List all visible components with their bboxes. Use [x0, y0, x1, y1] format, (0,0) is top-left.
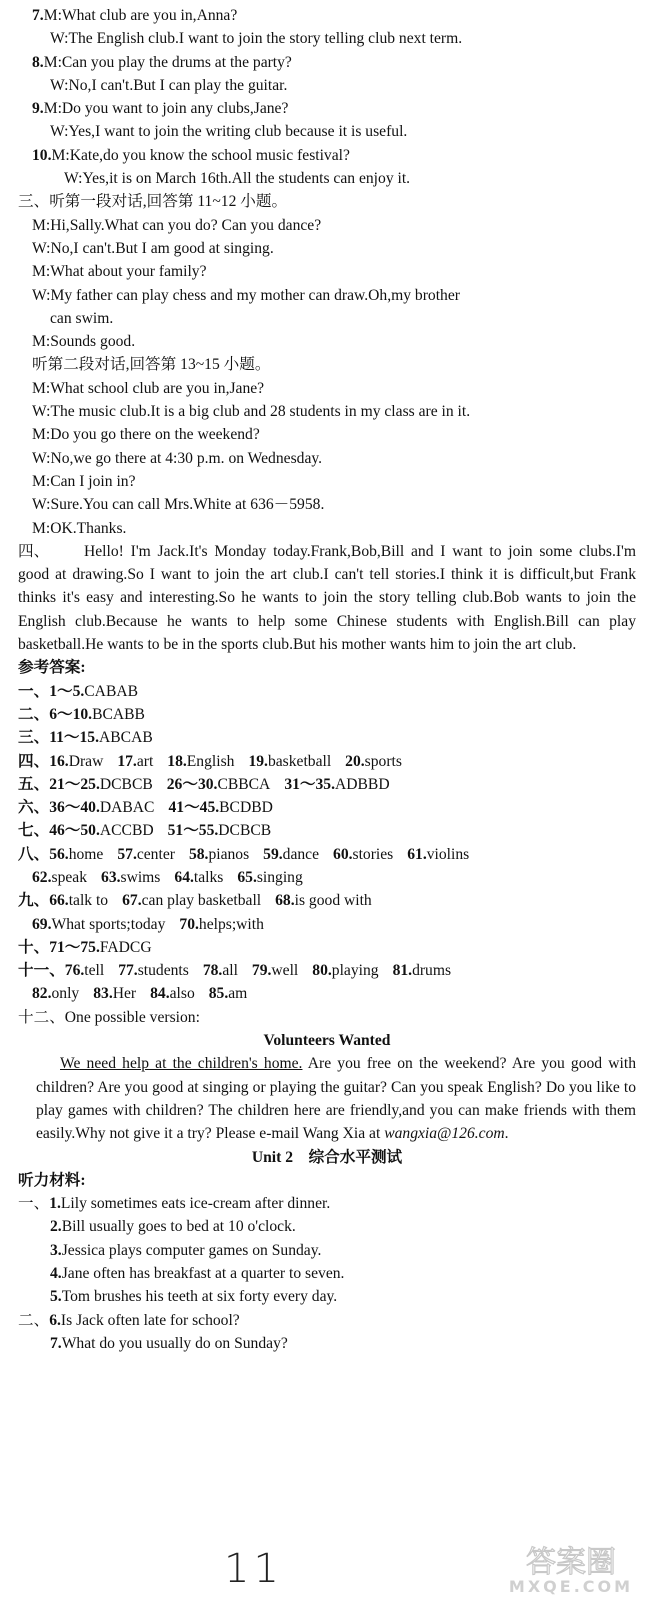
answer-number: 七、46～50.	[18, 822, 100, 840]
answer-value: FADCG	[99, 938, 152, 956]
answer-item	[18, 729, 153, 746]
answer-item	[284, 776, 389, 793]
answer-line	[18, 866, 636, 889]
dialog-line	[18, 74, 636, 97]
section-4-label: 四、	[18, 542, 50, 560]
section-12-label: 十二、One possible version:	[18, 1008, 200, 1026]
answer-item	[117, 753, 153, 770]
answer-item	[18, 846, 103, 863]
dialog-text: Yes,it is on March 16th.All the students can enjoy it.	[82, 170, 411, 188]
dialog-line: M:What about your family?	[32, 263, 207, 281]
listening-item	[18, 1192, 636, 1215]
essay-end: .	[504, 1125, 509, 1143]
dialog-text: Kate,do you know the school music festival?	[69, 146, 350, 164]
answer-item	[263, 846, 319, 863]
answer-value: stories	[352, 845, 394, 863]
section-3-label: 三、听第一段对话,回答第 11~12 小题。	[18, 193, 288, 211]
answer-number: 85.	[208, 985, 229, 1003]
dialog-line: W:No,we go there at 4:30 p.m. on Wednesday.	[32, 449, 323, 467]
answer-number: 81.	[392, 962, 413, 980]
dialog-line: M:Do you go there on the weekend?	[32, 426, 260, 444]
listening-prefix: 二、	[18, 1311, 50, 1329]
dialog-line: M:Sounds good.	[32, 333, 136, 351]
essay-text: Are you free on the weekend? Are you good with children? Are you good at singing or playing the guitar? Can you speak English? Do you like to play games with children? The children here are friendly,and you can make friends with them easily.Why not give it a try? Please e-mail Wang Xia at	[36, 1055, 636, 1143]
listening-item	[18, 1215, 636, 1238]
answer-number: 65.	[237, 868, 257, 886]
answer-number: 19.	[248, 752, 268, 770]
answer-line	[18, 819, 636, 842]
answer-number: 59.	[263, 845, 283, 863]
item-number: 7.	[32, 7, 44, 24]
answer-item	[18, 683, 138, 700]
answer-value: helps;with	[198, 915, 264, 933]
answer-number: 六、36～40.	[18, 799, 100, 817]
answer-number: 八、56.	[18, 845, 69, 863]
answer-number: 41～45.	[168, 799, 220, 817]
listening-text: Bill usually goes to bed at 10 o'clock.	[61, 1218, 296, 1236]
listening-number: 6.	[49, 1311, 61, 1329]
answer-value: sports	[364, 752, 402, 770]
answer-item	[167, 753, 234, 770]
answer-item	[174, 869, 223, 886]
listening-text: Lily sometimes eats ice-cream after dinner.	[60, 1195, 331, 1213]
answer-number: 五、21～25.	[18, 775, 100, 793]
answer-item	[345, 753, 402, 770]
answer-value: CABAB	[84, 682, 139, 700]
answer-number: 31～35.	[284, 775, 335, 793]
listening-number: 7.	[50, 1334, 62, 1352]
answer-item	[18, 753, 103, 770]
answer-number: 十、71～75.	[18, 938, 100, 956]
section-3-label-2: 听第二段对话,回答第 13~15 小题。	[32, 356, 271, 374]
answer-value: basketball	[267, 752, 332, 770]
answer-value: well	[271, 962, 299, 980]
answer-number: 20.	[345, 752, 365, 770]
answer-number: 83.	[93, 985, 113, 1003]
answer-item	[252, 962, 298, 979]
answer-value: pianos	[208, 845, 250, 863]
answer-item	[168, 822, 272, 839]
answer-item	[101, 869, 160, 886]
answer-item	[18, 822, 154, 839]
answer-value: BCABB	[92, 705, 145, 723]
dialog-line: can swim.	[50, 309, 114, 327]
answer-item	[32, 869, 87, 886]
dialog-line: M:Hi,Sally.What can you do? Can you dance?	[32, 216, 322, 234]
speaker: W:	[50, 123, 69, 141]
dialog-line: M:Can I join in?	[32, 472, 136, 490]
answer-value: am	[228, 985, 248, 1003]
essay-email: wangxia@126.com	[384, 1125, 505, 1143]
dialog-line	[18, 4, 636, 27]
answer-number: 63.	[101, 868, 121, 886]
listening-items	[18, 1192, 636, 1355]
answer-value: English	[186, 752, 235, 770]
answer-item	[150, 985, 195, 1002]
answer-value: What sports;today	[51, 915, 166, 933]
dialog-line	[18, 120, 636, 143]
dialog-line: M:OK.Thanks.	[32, 519, 127, 537]
answer-item	[168, 799, 272, 816]
answer-number: 61.	[407, 845, 427, 863]
listening-number: 5.	[50, 1288, 62, 1306]
speaker: M:	[51, 146, 70, 164]
dialog-text: Yes,I want to join the writing club because it is useful.	[68, 123, 408, 141]
answer-number: 51～55.	[167, 822, 219, 840]
answer-number: 九、66.	[18, 892, 69, 910]
answer-number: 二、6～10.	[18, 705, 93, 723]
answer-item	[18, 962, 104, 979]
page-number: 11	[224, 1546, 283, 1592]
answer-line	[18, 796, 636, 819]
answer-item	[209, 985, 248, 1002]
answer-value: CBBCA	[217, 775, 271, 793]
essay-title: Volunteers Wanted	[263, 1032, 391, 1050]
answer-number: 80.	[312, 962, 332, 980]
answer-item	[203, 962, 238, 979]
answer-item	[18, 799, 154, 816]
answer-item	[248, 753, 331, 770]
unit-2-title: Unit 2 综合水平测试	[251, 1148, 403, 1166]
answer-number: 58.	[188, 845, 209, 863]
answer-number: 82.	[32, 985, 52, 1003]
answer-item	[32, 916, 165, 933]
dialog-text: No,I can't.But I can play the guitar.	[68, 76, 288, 94]
answer-number: 64.	[174, 868, 194, 886]
answer-value: dance	[282, 845, 320, 863]
answer-item	[18, 776, 153, 793]
speaker: M:	[43, 7, 62, 24]
answer-item	[93, 985, 136, 1002]
answer-value: students	[137, 962, 189, 980]
answer-item	[237, 869, 302, 886]
speaker: M:	[43, 100, 62, 118]
watermark-brand: 答案圈	[526, 1545, 616, 1580]
answer-number: 60.	[333, 845, 353, 863]
answer-value: BCDBD	[219, 799, 273, 817]
answer-item	[18, 939, 152, 956]
answer-item	[118, 962, 189, 979]
listening-text: Is Jack often late for school?	[60, 1311, 240, 1329]
listening-item	[18, 1262, 636, 1285]
answer-item	[393, 962, 451, 979]
answer-number: 68.	[275, 892, 295, 910]
answer-item	[275, 892, 372, 909]
answer-value: only	[51, 985, 80, 1003]
answer-value: ADBBD	[335, 775, 390, 793]
listening-item	[18, 1309, 636, 1332]
answer-value: swims	[120, 868, 161, 886]
answer-value: is good with	[294, 892, 372, 910]
answer-line	[18, 750, 636, 773]
answer-item	[333, 846, 393, 863]
watermark-logo	[496, 1542, 646, 1596]
unit-2-section	[18, 1146, 636, 1356]
listening-text: Jessica plays computer games on Sunday.	[61, 1241, 322, 1259]
answer-number: 四、16.	[18, 752, 69, 770]
section-4	[18, 540, 636, 656]
answer-line	[18, 703, 636, 726]
dialog-line	[18, 97, 636, 120]
section-4-passage: Hello! I'm Jack.It's Monday today.Frank,Bob,Bill and I want to join some clubs.I'm good at drawing.So I want to join the art club.I can't tell stories.I think it is difficult,but Frank thinks it's easy and interesting.So he wants to join the story telling club.Bob wants to join the English club.Because he wants to help some Chinese students with English.Bill can play basketball.He wants to be in the sports club.But his mother wants him to join the art club.	[18, 542, 636, 654]
answer-line	[18, 843, 636, 866]
answer-item	[179, 916, 263, 933]
answer-number: 57.	[117, 845, 137, 863]
answer-value: drums	[412, 962, 452, 980]
listening-number: 2.	[50, 1218, 62, 1236]
answer-item	[32, 985, 79, 1002]
answer-number: 17.	[117, 752, 137, 770]
answer-value: center	[136, 845, 175, 863]
listening-label: 听力材料:	[18, 1171, 86, 1189]
essay-underlined: We need help at the children's home.	[60, 1055, 303, 1073]
answer-line	[18, 936, 636, 959]
essay-section	[18, 1029, 636, 1145]
dialog-text: Do you want to join any clubs,Jane?	[61, 100, 289, 118]
answer-value: DCBCB	[99, 775, 153, 793]
answer-value: tell	[84, 962, 105, 980]
speaker: W:	[50, 76, 69, 94]
answer-value: talk to	[68, 892, 109, 910]
listening-number: 1.	[49, 1195, 61, 1213]
listening-number: 4.	[50, 1265, 62, 1283]
essay-body	[18, 1052, 636, 1145]
listening-item	[18, 1332, 636, 1355]
answer-value: talks	[193, 868, 224, 886]
answer-value: art	[136, 752, 154, 770]
answer-value: DCBCB	[218, 822, 272, 840]
answer-number: 77.	[118, 962, 138, 980]
dialog-line: W:My father can play chess and my mother can draw.Oh,my brother	[32, 286, 460, 304]
answer-value: speak	[51, 868, 88, 886]
answer-number: 十一、76.	[18, 962, 85, 980]
answer-item	[117, 846, 175, 863]
item-number: 8.	[32, 53, 44, 71]
answer-line	[18, 889, 636, 912]
answer-number: 78.	[202, 962, 223, 980]
dialog-line: W:The music club.It is a big club and 28 students in my class are in it.	[32, 403, 471, 421]
listening-number: 3.	[50, 1241, 62, 1259]
speaker: W:	[64, 170, 83, 188]
answer-value: ACCBD	[99, 822, 154, 840]
dialog-line: M:What school club are you in,Jane?	[32, 379, 265, 397]
speaker: W:	[50, 30, 69, 48]
listening-text: Jane often has breakfast at a quarter to seven.	[61, 1265, 345, 1283]
answer-line	[18, 982, 636, 1005]
watermark-site: MXQE.COM	[508, 1577, 634, 1596]
answer-number: 67.	[122, 892, 142, 910]
answer-value: Draw	[68, 752, 104, 770]
answer-number: 79.	[251, 962, 272, 980]
answer-number: 69.	[32, 915, 52, 933]
section-3	[18, 190, 636, 539]
item-number: 9.	[32, 100, 44, 118]
answer-number: 18.	[167, 752, 187, 770]
answers-section	[18, 656, 636, 1029]
answer-line	[18, 959, 636, 982]
answer-value: all	[222, 962, 238, 980]
answer-lines	[18, 680, 636, 1006]
listening-item	[18, 1239, 636, 1262]
dialog-text: What club are you in,Anna?	[61, 7, 238, 24]
dialog-line	[18, 27, 636, 50]
answer-value: also	[169, 985, 195, 1003]
answer-item	[18, 706, 145, 723]
answer-value: DABAC	[99, 799, 155, 817]
listening-text: Tom brushes his teeth at six forty every day.	[61, 1288, 338, 1306]
answer-line	[18, 726, 636, 749]
answer-item	[312, 962, 378, 979]
answers-title: 参考答案:	[18, 659, 86, 677]
answer-number: 70.	[179, 915, 199, 933]
listening-text: What do you usually do on Sunday?	[61, 1334, 288, 1352]
answer-value: playing	[331, 962, 379, 980]
dialog-text: Can you play the drums at the party?	[61, 53, 292, 71]
answer-value: singing	[256, 868, 303, 886]
answer-item	[122, 892, 261, 909]
dialog-section	[18, 4, 636, 190]
answer-number: 84.	[150, 985, 170, 1003]
answer-number: 62.	[32, 868, 52, 886]
dialog-line	[18, 144, 636, 167]
speaker: M:	[43, 53, 62, 71]
answer-number: 三、11～15.	[18, 729, 100, 747]
listening-item	[18, 1285, 636, 1308]
answer-item	[407, 846, 469, 863]
answer-item	[18, 892, 108, 909]
dialog-text: The English club.I want to join the story telling club next term.	[68, 30, 463, 48]
dialog-line	[18, 167, 636, 190]
answer-item	[189, 846, 249, 863]
answer-number: 26～30.	[166, 775, 218, 793]
dialog-line: W:Sure.You can call Mrs.White at 636－5958.	[32, 496, 325, 514]
item-number: 10.	[32, 146, 52, 164]
answer-value: violins	[426, 845, 470, 863]
answer-value: home	[68, 845, 104, 863]
answer-line	[18, 913, 636, 936]
answer-item	[167, 776, 271, 793]
listening-prefix: 一、	[18, 1195, 50, 1213]
dialog-line: W:No,I can't.But I am good at singing.	[32, 239, 274, 257]
answer-value: Her	[112, 985, 137, 1003]
dialog-line	[18, 51, 636, 74]
answer-value: ABCAB	[99, 729, 153, 747]
answer-line	[18, 680, 636, 703]
answer-value: can play basketball	[141, 892, 262, 910]
answer-line	[18, 773, 636, 796]
answer-number: 一、1～5.	[18, 682, 85, 700]
